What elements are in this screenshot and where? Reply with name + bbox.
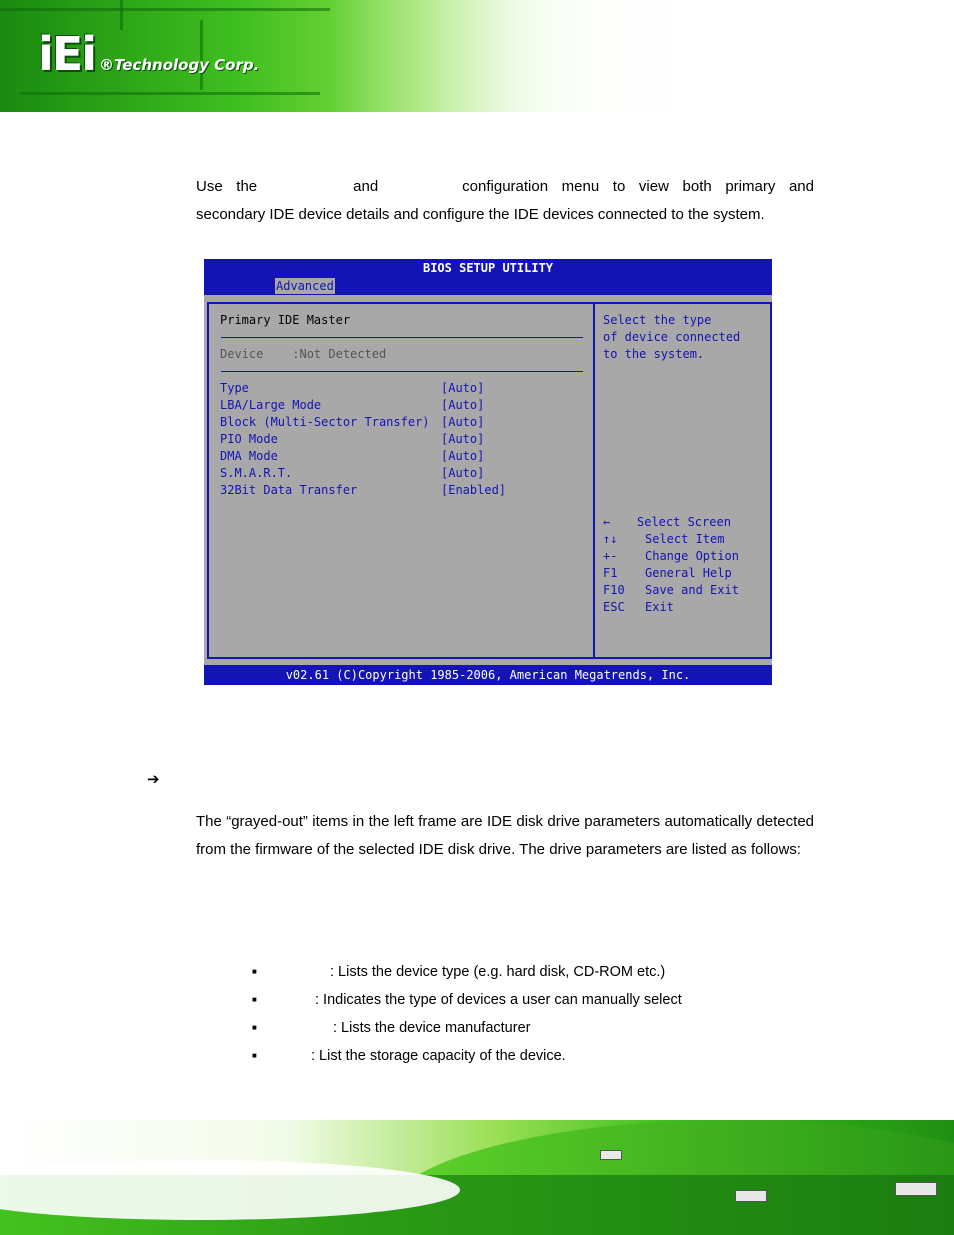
option-value[interactable]: [Auto] (441, 381, 485, 395)
key-desc: Select Item (645, 532, 725, 546)
key-updown-arrow-icon: ↑↓ (603, 532, 618, 546)
option-lba-mode[interactable]: LBA/Large Mode (220, 398, 322, 412)
list-item (252, 1014, 812, 1042)
option-value[interactable]: [Auto] (441, 466, 485, 480)
intro-word-1: Use the (196, 178, 258, 195)
device-status: Device :Not Detected (220, 347, 387, 361)
separator (221, 371, 583, 372)
intro-rest: configuration menu to view both primary and secondary IDE device details and configure the IDE devices connected to the system. (196, 178, 814, 223)
list-item (252, 1042, 812, 1070)
list-item-text: : List the storage capacity of the device. (311, 1048, 566, 1064)
option-type[interactable]: Type (220, 381, 249, 395)
logo-text: ®Technology Corp. (98, 56, 260, 74)
option-block-transfer[interactable]: Block (Multi-Sector Transfer) (220, 415, 430, 429)
bullet-square-icon: ■ (252, 1051, 257, 1060)
circuit-chip (735, 1190, 767, 1202)
tab-advanced[interactable]: Advanced (276, 279, 334, 293)
header-banner (0, 0, 954, 112)
option-value[interactable]: [Auto] (441, 432, 485, 446)
bullet-square-icon: ■ (252, 995, 257, 1004)
option-value[interactable]: [Enabled] (441, 483, 507, 497)
option-value[interactable]: [Auto] (441, 449, 485, 463)
circuit-trace (20, 92, 320, 95)
list-item-text: : Lists the device manufacturer (333, 1020, 531, 1036)
bios-section-heading: Primary IDE Master (220, 313, 351, 327)
bios-title: BIOS SETUP UTILITY (204, 259, 772, 277)
key-f1: F1 (603, 566, 618, 580)
bullet-square-icon: ■ (252, 967, 257, 976)
intro-paragraph (196, 173, 814, 229)
option-smart[interactable]: S.M.A.R.T. (220, 466, 293, 480)
circuit-trace (0, 8, 330, 11)
key-desc: General Help (645, 566, 732, 580)
option-value[interactable]: [Auto] (441, 415, 485, 429)
separator (221, 337, 583, 338)
list-item-text: : Indicates the type of devices a user can manually select (315, 992, 682, 1008)
parameter-list (252, 958, 812, 1070)
circuit-chip (895, 1182, 937, 1196)
key-left-arrow-icon: ← (603, 515, 611, 529)
logo-mark: iEi (38, 27, 95, 81)
list-item (252, 986, 812, 1014)
intro-word-2: and (353, 178, 379, 195)
bios-copyright: v02.61 (C)Copyright 1985-2006, American Megatrends, Inc. (204, 665, 772, 685)
help-text: to the system. (603, 347, 705, 361)
option-dma-mode[interactable]: DMA Mode (220, 449, 278, 463)
option-32bit-transfer[interactable]: 32Bit Data Transfer (220, 483, 358, 497)
key-esc: ESC (603, 600, 625, 614)
key-f10: F10 (603, 583, 625, 597)
key-plus-minus: +- (603, 549, 618, 563)
key-desc: Save and Exit (645, 583, 739, 597)
company-logo (38, 27, 260, 81)
circuit-trace (120, 0, 123, 30)
bios-tab-bar (204, 277, 772, 295)
footer-banner (0, 1120, 954, 1235)
help-text: of device connected (603, 330, 741, 344)
arrow-right-icon: ➔ (147, 770, 160, 788)
description-paragraph: The “grayed-out” items in the left frame are IDE disk drive parameters automatically detected from the firmware of the selected IDE disk drive. The drive parameters are listed as follows: (196, 813, 814, 858)
bios-frame (207, 302, 772, 659)
list-item-text: : Lists the device type (e.g. hard disk, CD-ROM etc.) (330, 964, 666, 980)
key-desc: Change Option (645, 549, 739, 563)
header-fade (330, 0, 954, 112)
list-item (252, 958, 812, 986)
option-value[interactable]: [Auto] (441, 398, 485, 412)
help-text: Select the type (603, 313, 712, 327)
bios-screenshot (204, 259, 772, 685)
key-desc: Select Screen (637, 515, 731, 529)
option-pio-mode[interactable]: PIO Mode (220, 432, 278, 446)
bullet-square-icon: ■ (252, 1023, 257, 1032)
circuit-chip (600, 1150, 622, 1160)
key-desc: Exit (645, 600, 674, 614)
frame-divider (593, 304, 595, 657)
